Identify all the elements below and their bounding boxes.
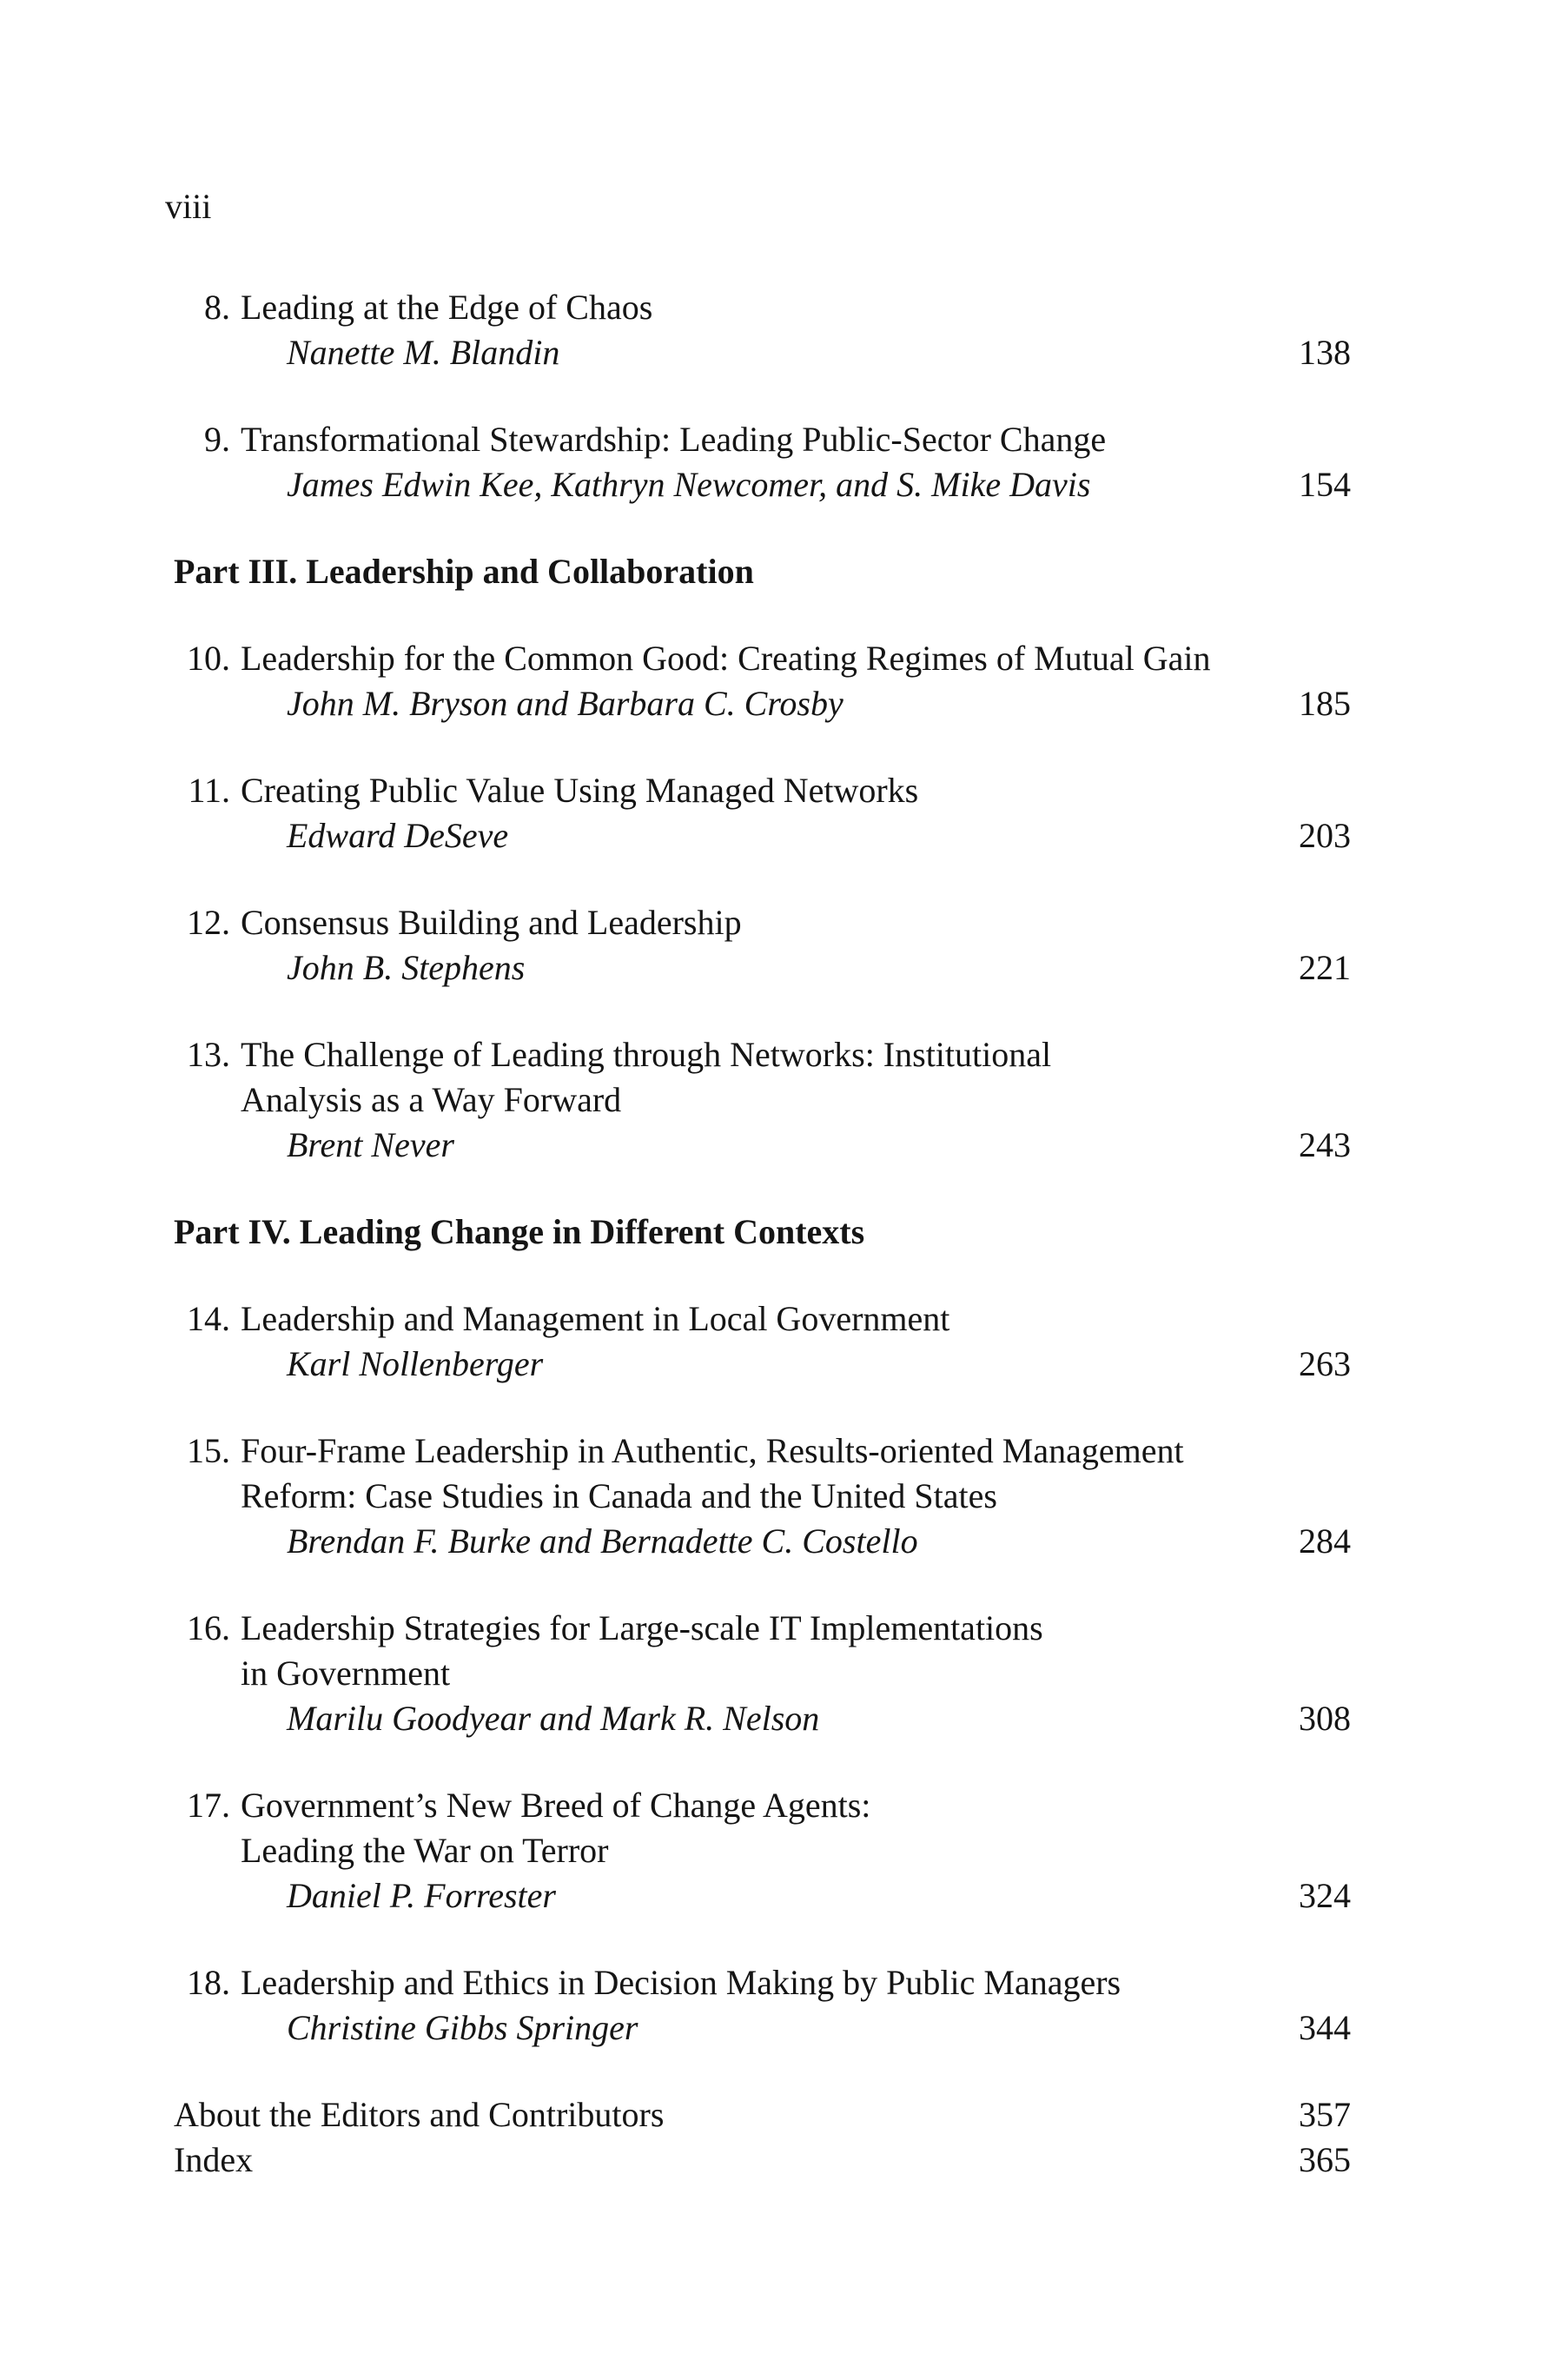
chapter-page-number: 154 bbox=[1299, 465, 1351, 504]
chapter-number: 13. bbox=[187, 1035, 230, 1074]
chapter-title-row bbox=[174, 1077, 1351, 1123]
toc-chapter-entry bbox=[174, 417, 1351, 507]
chapter-title-line: Analysis as a Way Forward bbox=[241, 1080, 622, 1119]
toc-chapter-entry bbox=[174, 1606, 1351, 1741]
chapter-title-line: Leading at the Edge of Chaos bbox=[241, 288, 653, 327]
chapter-title-row bbox=[174, 1428, 1351, 1474]
chapter-page-number: 243 bbox=[1299, 1125, 1351, 1164]
backmatter-entry bbox=[174, 2092, 1351, 2138]
chapter-title-row bbox=[174, 1296, 1351, 1342]
chapter-title-row bbox=[174, 768, 1351, 813]
chapter-author: Brent Never bbox=[287, 1125, 454, 1164]
chapter-author-row bbox=[174, 462, 1351, 507]
chapter-title-row bbox=[174, 417, 1351, 462]
chapter-title-line: Government’s New Breed of Change Agents: bbox=[241, 1786, 871, 1825]
chapter-author-row bbox=[174, 1342, 1351, 1387]
chapter-number: 15. bbox=[187, 1431, 230, 1470]
chapter-author-row bbox=[174, 681, 1351, 726]
chapter-title-line: Creating Public Value Using Managed Networks bbox=[241, 771, 919, 810]
chapter-title-row bbox=[174, 1606, 1351, 1651]
toc-part-heading: Part III. Leadership and Collaboration bbox=[174, 552, 754, 591]
chapter-title-row bbox=[174, 1960, 1351, 2005]
chapter-title-line: Leadership and Management in Local Government bbox=[241, 1299, 950, 1338]
chapter-title-row bbox=[174, 1651, 1351, 1696]
chapter-author: John M. Bryson and Barbara C. Crosby bbox=[287, 684, 844, 723]
toc-chapter-entry bbox=[174, 636, 1351, 726]
chapter-author: Karl Nollenberger bbox=[287, 1344, 544, 1383]
chapter-number: 9. bbox=[204, 420, 230, 459]
backmatter-page-number: 365 bbox=[1299, 2140, 1351, 2179]
chapter-number: 10. bbox=[187, 639, 230, 678]
chapter-title-line: Consensus Building and Leadership bbox=[241, 903, 742, 942]
toc-chapter-entry bbox=[174, 285, 1351, 375]
chapter-author-row bbox=[174, 1873, 1351, 1919]
chapter-page-number: 221 bbox=[1299, 948, 1351, 987]
toc-chapter-entry bbox=[174, 1960, 1351, 2051]
chapter-number: 8. bbox=[204, 288, 230, 327]
chapter-author-row bbox=[174, 2005, 1351, 2051]
backmatter-label: Index bbox=[174, 2140, 254, 2179]
toc-chapter-entry bbox=[174, 900, 1351, 991]
toc-chapter-entry bbox=[174, 1428, 1351, 1564]
chapter-title-line: Transformational Stewardship: Leading Public-Sector Change bbox=[241, 420, 1107, 459]
chapter-author-row bbox=[174, 1519, 1351, 1564]
chapter-page-number: 263 bbox=[1299, 1344, 1351, 1383]
backmatter-label: About the Editors and Contributors bbox=[174, 2095, 665, 2134]
chapter-author: Brendan F. Burke and Bernadette C. Costello bbox=[287, 1521, 918, 1561]
page-number-label: viii bbox=[165, 187, 212, 226]
chapter-number: 18. bbox=[187, 1963, 230, 2002]
chapter-title-row bbox=[174, 1474, 1351, 1519]
chapter-number: 16. bbox=[187, 1608, 230, 1647]
chapter-title-line: Leadership and Ethics in Decision Making by Public Managers bbox=[241, 1963, 1121, 2002]
chapter-page-number: 324 bbox=[1299, 1876, 1351, 1915]
chapter-page-number: 203 bbox=[1299, 816, 1351, 855]
toc-part-heading: Part IV. Leading Change in Different Contexts bbox=[174, 1212, 865, 1251]
chapter-title-line: Four-Frame Leadership in Authentic, Results-oriented Management bbox=[241, 1431, 1184, 1470]
chapter-number: 14. bbox=[187, 1299, 230, 1338]
chapter-title-line: Leadership Strategies for Large-scale IT Implementations bbox=[241, 1608, 1043, 1647]
chapter-page-number: 138 bbox=[1299, 333, 1351, 372]
chapter-title-row bbox=[174, 1828, 1351, 1873]
chapter-title-row bbox=[174, 285, 1351, 330]
toc-chapter-entry bbox=[174, 1032, 1351, 1168]
chapter-title-row bbox=[174, 1783, 1351, 1828]
backmatter-entry bbox=[174, 2138, 1351, 2183]
chapter-author-row bbox=[174, 1123, 1351, 1168]
chapter-title-line: Reform: Case Studies in Canada and the United States bbox=[241, 1476, 997, 1515]
chapter-author: Marilu Goodyear and Mark R. Nelson bbox=[287, 1699, 820, 1738]
chapter-title-row bbox=[174, 900, 1351, 945]
chapter-author-row bbox=[174, 1696, 1351, 1741]
chapter-author: Nanette M. Blandin bbox=[287, 333, 560, 372]
chapter-number: 11. bbox=[188, 771, 230, 810]
chapter-title-line: Leadership for the Common Good: Creating Regimes of Mutual Gain bbox=[241, 639, 1211, 678]
chapter-title-line: The Challenge of Leading through Networks: Institutional bbox=[241, 1035, 1052, 1074]
chapter-page-number: 185 bbox=[1299, 684, 1351, 723]
chapter-number: 12. bbox=[187, 903, 230, 942]
chapter-author: James Edwin Kee, Kathryn Newcomer, and S. Mike Davis bbox=[287, 465, 1091, 504]
toc-chapter-entry bbox=[174, 768, 1351, 858]
chapter-title-row bbox=[174, 1032, 1351, 1077]
chapter-author: John B. Stephens bbox=[287, 948, 526, 987]
chapter-number: 17. bbox=[187, 1786, 230, 1825]
toc-chapter-entry bbox=[174, 1296, 1351, 1387]
backmatter-page-number: 357 bbox=[1299, 2095, 1351, 2134]
chapter-author: Edward DeSeve bbox=[287, 816, 509, 855]
chapter-author-row bbox=[174, 330, 1351, 375]
toc-chapter-entry bbox=[174, 1783, 1351, 1919]
chapter-page-number: 284 bbox=[1299, 1521, 1351, 1561]
chapter-title-line: Leading the War on Terror bbox=[241, 1831, 609, 1870]
chapter-author-row bbox=[174, 945, 1351, 991]
chapter-page-number: 344 bbox=[1299, 2008, 1351, 2047]
chapter-author-row bbox=[174, 813, 1351, 858]
chapter-author: Daniel P. Forrester bbox=[287, 1876, 556, 1915]
chapter-page-number: 308 bbox=[1299, 1699, 1351, 1738]
chapter-author: Christine Gibbs Springer bbox=[287, 2008, 638, 2047]
chapter-title-row bbox=[174, 636, 1351, 681]
chapter-title-line: in Government bbox=[241, 1654, 451, 1693]
